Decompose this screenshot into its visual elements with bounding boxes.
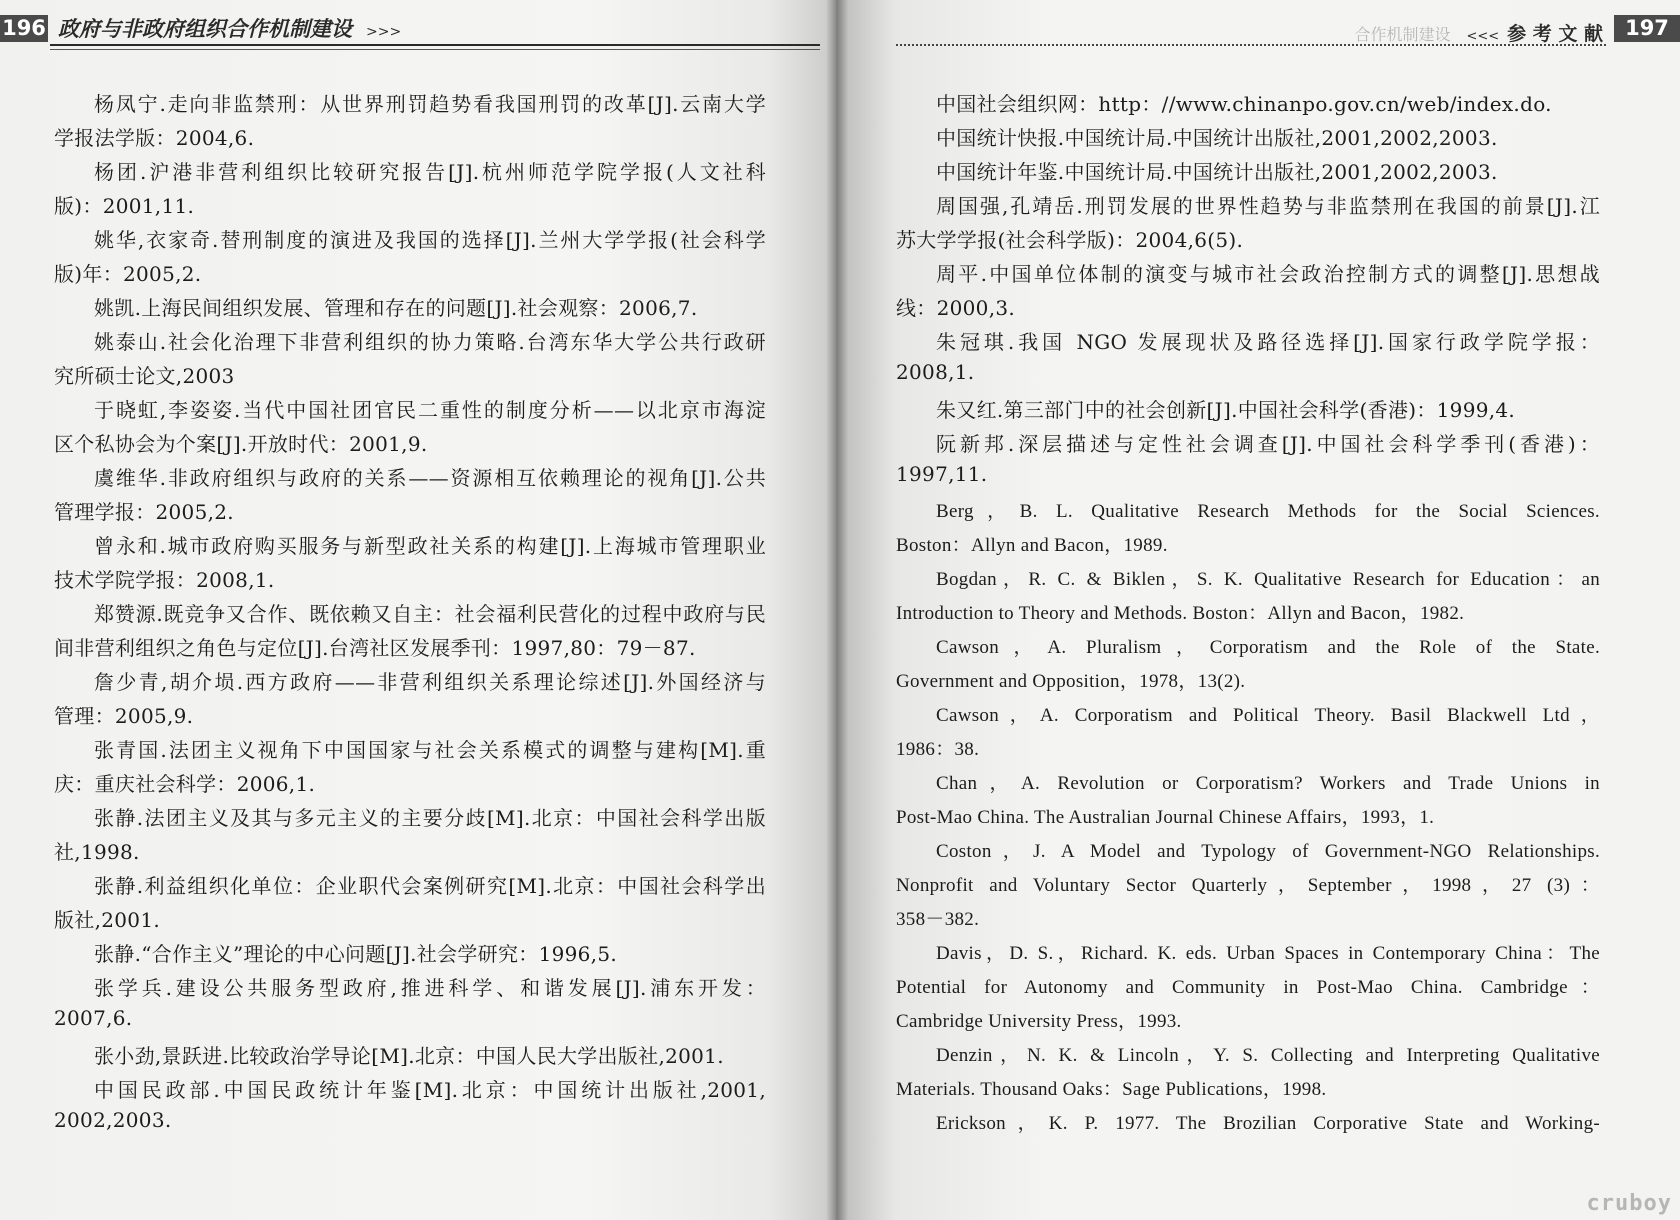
reference-line: Cawson，A. Pluralism，Corporatism and the Role of the State. (936, 637, 1600, 658)
reference-line: 阮新邦.深层描述与定性社会调查[J].中国社会科学季刊(香港)： (936, 432, 1600, 456)
reference-line: 线：2000,3. (896, 296, 1016, 320)
reference-line: 周国强,孔靖岳.刑罚发展的世界性趋势与非监禁刑在我国的前景[J].江 (936, 194, 1600, 218)
book-gutter-shadow (826, 0, 848, 1220)
reference-line: 1997,11. (896, 462, 988, 486)
reference-line: 区个私协会为个案[J].开放时代：2001,9. (54, 432, 428, 456)
reference-line: Nonprofit and Voluntary Sector Quarterly，September，1998，27 (3)： (896, 875, 1600, 896)
reference-line: Erickson，K. P. 1977. The Brozilian Corporative State and Working- (936, 1113, 1600, 1134)
right-page (836, 0, 1680, 1220)
reference-line: Cawson，A. Corporatism and Political Theory. Basil Blackwell Ltd， (936, 705, 1600, 726)
left-running-arrows: >>> (366, 24, 402, 40)
left-page-number: 196 (0, 15, 48, 42)
reference-line: Government and Opposition，1978，13(2). (896, 671, 1246, 692)
reference-line: 詹少青,胡介埙.西方政府——非营利组织关系理论综述[J].外国经济与 (94, 670, 766, 694)
reference-line: Coston，J. A Model and Typology of Government-NGO Relationships. (936, 841, 1600, 862)
reference-line: 朱冠琪.我国 NGO 发展现状及路径选择[J].国家行政学院学报： (936, 330, 1600, 354)
reference-line: Denzin，N. K. & Lincoln，Y. S. Collecting and Interpreting Qualitative (936, 1045, 1600, 1066)
reference-line: 社,1998. (54, 840, 140, 864)
reference-line: 于晓虹,李姿姿.当代中国社团官民二重性的制度分析——以北京市海淀 (94, 398, 766, 422)
reference-line: 张青国.法团主义视角下中国国家与社会关系模式的调整与建构[M].重 (94, 738, 766, 762)
reference-line: 版)年：2005,2. (54, 262, 202, 286)
reference-line: 张静.利益组织化单位：企业职代会案例研究[M].北京：中国社会科学出 (94, 874, 766, 898)
right-running-title-text: 参 考 文 献 (1507, 23, 1603, 45)
reference-line: Post-Mao China. The Australian Journal Chinese Affairs，1993，1. (896, 807, 1435, 828)
reference-line: 张学兵.建设公共服务型政府,推进科学、和谐发展[J].浦东开发： (94, 976, 766, 1000)
reference-line: 2008,1. (896, 360, 975, 384)
reference-line: 2007,6. (54, 1006, 133, 1030)
reference-line: 苏大学学报(社会科学版)：2004,6(5). (896, 228, 1244, 252)
right-page-number: 197 (1614, 15, 1680, 42)
reference-line: 管理学报：2005,2. (54, 500, 234, 524)
reference-line: Cambridge University Press，1993. (896, 1011, 1182, 1032)
reference-line: 庆：重庆社会科学：2006,1. (54, 772, 316, 796)
reference-line: 郑赞源.既竞争又合作、既依赖又自主：社会福利民营化的过程中政府与民 (94, 602, 766, 626)
reference-line: 周平.中国单位体制的演变与城市社会政治控制方式的调整[J].思想战 (936, 262, 1600, 286)
reference-line: 虞维华.非政府组织与政府的关系——资源相互依赖理论的视角[J].公共 (94, 466, 766, 490)
reference-line: 姚泰山.社会化治理下非营利组织的协力策略.台湾东华大学公共行政研 (94, 330, 766, 354)
reference-line: 中国民政部.中国民政统计年鉴[M].北京：中国统计出版社,2001, (94, 1078, 766, 1102)
reference-line: 杨团.沪港非营利组织比较研究报告[J].杭州师范学院学报(人文社科 (94, 160, 766, 184)
reference-line: 1986：38. (896, 739, 980, 760)
left-running-title (58, 13, 401, 43)
reference-line: Chan，A. Revolution or Corporatism? Workers and Trade Unions in (936, 773, 1600, 794)
reference-line: 张静.法团主义及其与多元主义的主要分歧[M].北京：中国社会科学出版 (94, 806, 766, 830)
reference-line: Materials. Thousand Oaks：Sage Publications，1998. (896, 1079, 1327, 1100)
reference-line: 358－382. (896, 909, 980, 930)
reference-line: 中国社会组织网：http：//www.chinanpo.gov.cn/web/index.do. (936, 92, 1552, 116)
reference-line: 张静.“合作主义”理论的中心问题[J].社会学研究：1996,5. (94, 942, 618, 966)
reference-line: 杨凤宁.走向非监禁刑：从世界刑罚趋势看我国刑罚的改革[J].云南大学 (94, 92, 766, 116)
reference-line: Bogdan，R. C. & Biklen，S. K. Qualitative Research for Education：an (936, 569, 1600, 590)
reference-line: 管理：2005,9. (54, 704, 194, 728)
right-running-title (1341, 19, 1603, 46)
left-running-title-text: 政府与非政府组织合作机制建设 (58, 16, 352, 41)
reference-line: 朱又红.第三部门中的社会创新[J].中国社会科学(香港)：1999,4. (936, 398, 1516, 422)
reference-line: 2002,2003. (54, 1108, 172, 1132)
reference-line: 中国统计快报.中国统计局.中国统计出版社,2001,2002,2003. (936, 126, 1498, 150)
watermark: cruboy (1586, 1191, 1672, 1216)
reference-line: 中国统计年鉴.中国统计局.中国统计出版社,2001,2002,2003. (936, 160, 1498, 184)
reference-line: 间非营利组织之角色与定位[J].台湾社区发展季刊：1997,80：79－87. (54, 636, 696, 660)
reference-line: 技术学院学报：2008,1. (54, 568, 275, 592)
left-header-rule (50, 44, 820, 46)
reference-line: Boston：Allyn and Bacon，1989. (896, 535, 1168, 556)
reference-line: Introduction to Theory and Methods. Boston：Allyn and Bacon，1982. (896, 603, 1465, 624)
reference-line: 张小劲,景跃进.比较政治学导论[M].北京：中国人民大学出版社,2001. (94, 1044, 724, 1068)
right-running-faded-text: 合作机制建设 (1354, 25, 1451, 44)
reference-line: Berg，B. L. Qualitative Research Methods for the Social Sciences. (936, 501, 1600, 522)
reference-line: Potential for Autonomy and Community in Post-Mao China. Cambridge： (896, 977, 1600, 998)
reference-line: 版社,2001. (54, 908, 161, 932)
right-running-arrows: <<< (1466, 29, 1500, 44)
reference-line: Davis，D. S.，Richard. K. eds. Urban Spaces in Contemporary China：The (936, 943, 1600, 964)
reference-line: 曾永和.城市政府购买服务与新型政社关系的构建[J].上海城市管理职业 (94, 534, 766, 558)
reference-line: 究所硕士论文,2003 (54, 364, 235, 388)
reference-line: 学报法学版：2004,6. (54, 126, 255, 150)
reference-line: 版)：2001,11. (54, 194, 195, 218)
reference-line: 姚凯.上海民间组织发展、管理和存在的问题[J].社会观察：2006,7. (94, 296, 698, 320)
reference-line: 姚华,衣家奇.替刑制度的演进及我国的选择[J].兰州大学学报(社会科学 (94, 228, 766, 252)
left-page (0, 0, 836, 1220)
